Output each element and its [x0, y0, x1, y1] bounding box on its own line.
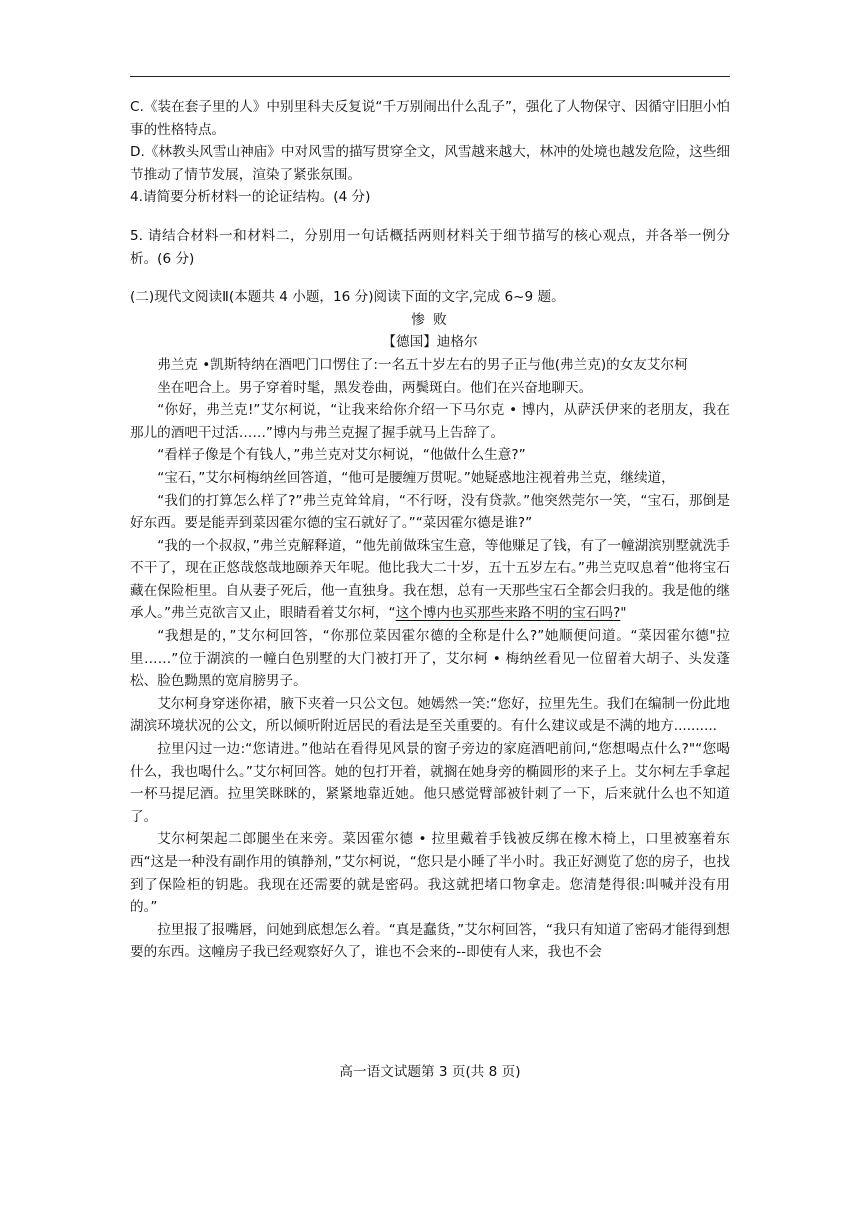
story-paragraph: 拉里报了报嘴唇，问她到底想怎么着。“真是蠢货，”艾尔柯回答，“我只有知道了密码才能得到想要的东西。这幢房子我已经观察好久了，谁也不会来的--即使有人来，我也不会 — [130, 921, 730, 961]
option-c: C.《装在套子里的人》中别里科夫反复说“千万别闹出什么乱子”，强化了人物保守、因循守旧胆小怕事的性格特点。 — [130, 99, 730, 138]
story-paragraph: “你好，弗兰克!”艾尔柯说，“让我来给你介绍一下马尔克 • 博内，从萨沃伊来的老朋友，我在那儿的酒吧干过活……”博内与弗兰克握了握手就马上告辞了。 — [130, 402, 730, 441]
page-content — [130, 96, 730, 964]
story-paragraph: “我想是的，”艾尔柯回答，“你那位菜因霍尔德的全称是什么?”她顺便问道。“菜因霍尔德"拉里……”位于湖滨的一幢白色别墅的大门被打开了，艾尔柯 • 梅纳丝看见一位留着大胡子、头发蓬松、脸色黝黑的宽肩膀男子。 — [130, 628, 730, 690]
story-paragraph: “我们的打算怎么样了?”弗兰克耸耸肩，“不行呀，没有贷款。”他突然莞尔一笑，“宝石，那倒是好东西。要是能弄到菜因霍尔德的宝石就好了。”“菜因霍尔德是谁?” — [130, 492, 730, 532]
story-paragraph: 艾尔柯身穿迷你裙，腋下夹着一只公文包。她嫣然一笑:“您好，拉里先生。我们在编制一份此地湖滨环境状况的公文，所以倾听附近居民的看法是至关重要的。有什么建议或是不满的地方.......... — [130, 695, 730, 735]
page-footer: 高一语文试题第 3 页(共 8 页) — [339, 1064, 521, 1080]
question-5: 5. 请结合材料一和材料二，分别用一句话概括两则材料关于细节描写的核心观点，并各举一例分析。(6 分) — [130, 227, 730, 267]
option-d: D.《林教头风雪山神庙》中对风雪的描写贯穿全文，风雪越来越大，林冲的处境也越发危险，这些细节推动了情节发展，渲染了紧张氛围。 — [130, 144, 730, 183]
story-paragraph: 弗兰克 •凯斯特纳在酒吧门口愣住了:一名五十岁左右的男子正与他(弗兰克)的女友艾尔柯 — [157, 356, 688, 373]
underlined-sentence: 这个博内也买那些来路不明的宝石吗? — [395, 605, 621, 622]
story-text: “我的一个叔叔，”弗兰克解释道，“他先前做珠宝生意，等他赚足了钱，有了一幢湖滨别墅就洗手不干了，现在正悠哉悠哉地颐养天年呢。他比我大二十岁，五十五岁左右。”弗兰克叹息着“他将宝石藏在保险柜里。自从妻子死后，他一直独身。我在想，总有一天那些宝石全都会归我的。我是他的继承人。”弗兰克欲言又止，眼睛看着艾尔柯，“ — [130, 537, 730, 622]
header-rule — [130, 76, 730, 77]
story-title: 惨 败 — [411, 311, 449, 328]
story-paragraph — [130, 535, 730, 625]
question-4: 4.请简要分析材料一的论证结构。(4 分) — [130, 189, 371, 206]
section-heading: (二)现代文阅读Ⅱ(本题共 4 小题，16 分)阅读下面的文字,完成 6~9 题。 — [130, 289, 565, 306]
story-paragraph: 坐在吧合上。男子穿着时髦，黑发卷曲，两鬓斑白。他们在兴奋地聊天。 — [157, 379, 593, 396]
story-text: " — [620, 605, 627, 622]
story-paragraph: “看样子像是个有钱人，”弗兰克对艾尔柯说，“他做什么生意?” — [157, 447, 526, 464]
story-paragraph: 艾尔柯架起二郎腿坐在来旁。菜因霍尔德 • 拉里戴着手钱被反绑在橡木椅上，口里被塞着东西“这是一种没有副作用的镇静剂，”艾尔柯说，“您只是小睡了半小时。我正好测览了您的房子，也找到了保险柜的钥匙。我现在还需要的就是密码。我这就把堵口物拿走。您清楚得很:叫喊并没有用的。” — [130, 831, 730, 916]
story-paragraph: “宝石，”艾尔柯梅纳丝回答道，“他可是腰缠万贯呢。”她疑惑地注视着弗兰克，继续道， — [157, 469, 675, 486]
story-author: 【德国】迪格尔 — [382, 334, 478, 351]
story-paragraph: 拉里闪过一边:“您请进。”他站在看得见风景的窗子旁边的家庭酒吧前问,“您想喝点什么?"“您喝什么，我也喝什么。”艾尔柯回答。她的包打开着，就搁在她身旁的椭圆形的来子上。艾尔柯左手拿起一杯马提尼酒。拉里笑眯眯的，紧紧地靠近她。他只感觉臂部被针刺了一下，后来就什么也不知道了。 — [130, 741, 730, 825]
